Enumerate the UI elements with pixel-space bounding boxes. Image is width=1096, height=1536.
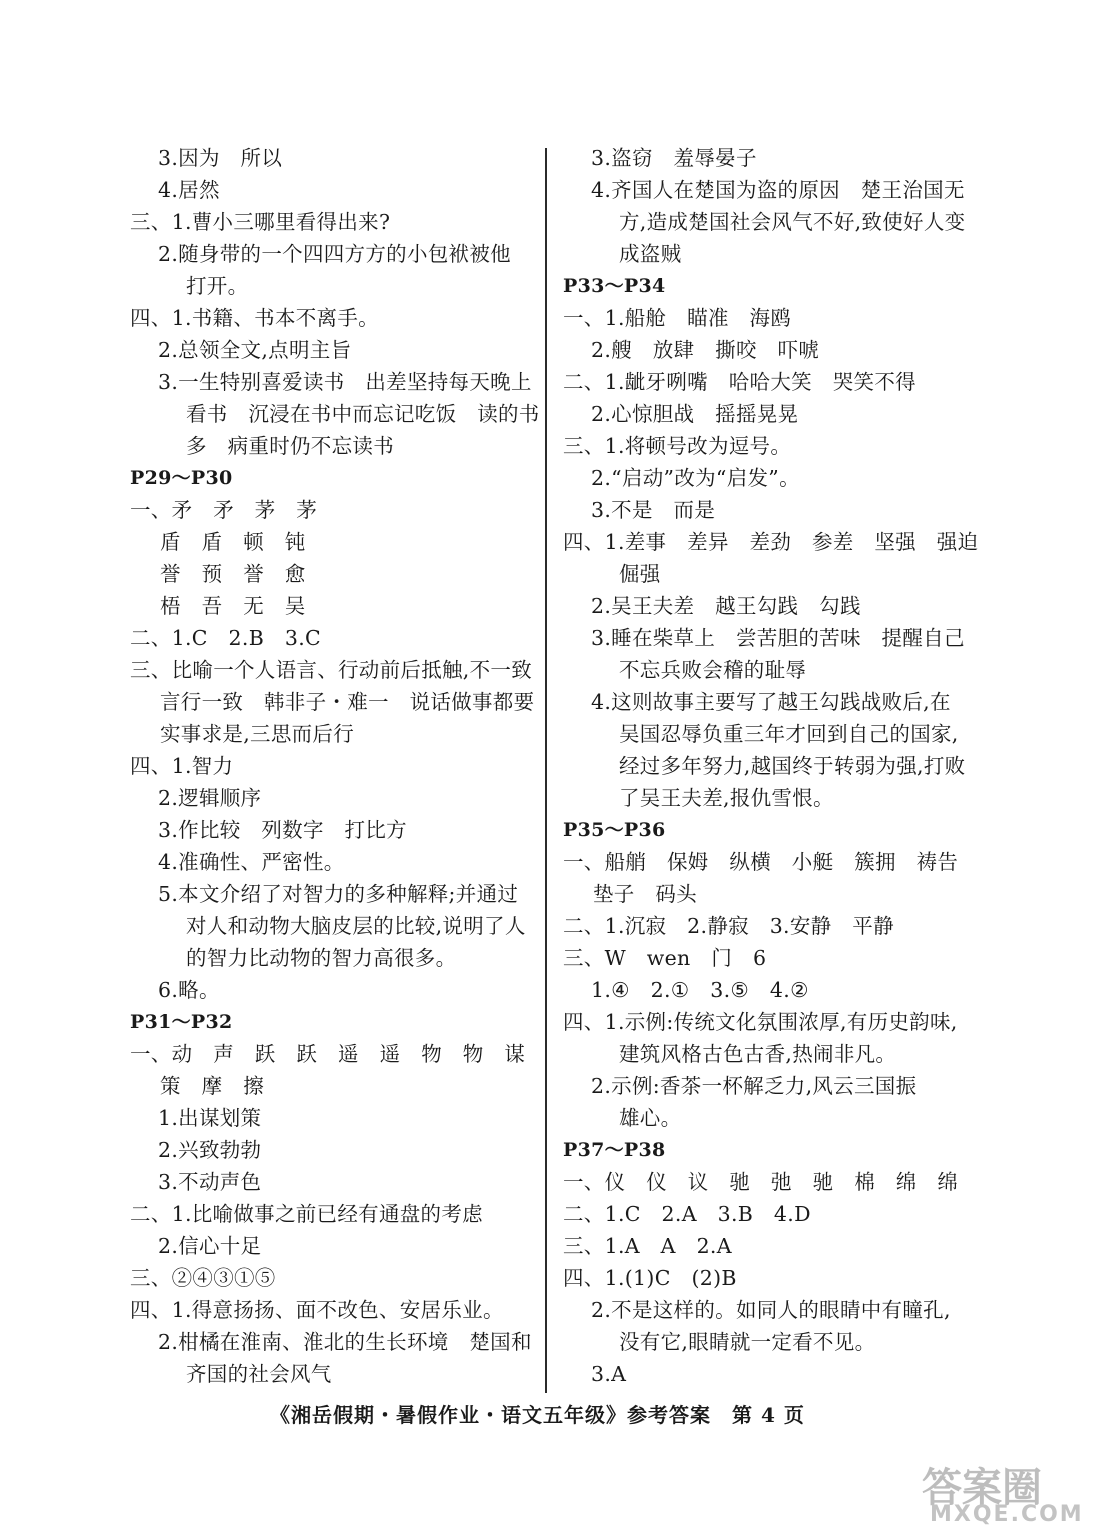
answer-line: 3.睡在柴草上 尝苦胆的苦味 提醒自己 [591,626,965,650]
section-header: P33～P34 [563,275,666,297]
answer-line: 垫子 码头 [593,882,697,906]
answer-line: 二、1.C 2.A 3.B 4.D [563,1202,811,1226]
answer-line: 二、1.C 2.B 3.C [130,626,322,650]
answer-line: 打开。 [186,274,249,298]
answer-line: 2.兴致勃勃 [158,1138,262,1162]
answer-line: 三、1.A A 2.A [563,1234,732,1258]
answer-line: 一、船艄 保姆 纵横 小艇 簇拥 祷告 [563,850,959,874]
answer-line: 2.示例:香茶一杯解乏力,风云三国振 [591,1074,917,1098]
answer-line: 没有它,眼睛就一定看不见。 [619,1330,876,1354]
watermark-logo [922,1456,1092,1532]
answer-line: 2.信心十足 [158,1234,262,1258]
answer-line: 四、1.书籍、书本不离手。 [130,306,379,330]
answer-line: 1.④ 2.① 3.⑤ 4.② [591,978,809,1002]
right-column [563,142,979,1390]
answer-line: 2.吴王夫差 越王勾践 勾践 [591,594,861,618]
answer-line: 2.不是这样的。如同人的眼睛中有瞳孔, [591,1298,951,1322]
section-header: P35～P36 [563,819,666,841]
answer-line: 实事求是,三思而后行 [160,722,355,746]
answer-line: 二、1.比喻做事之前已经有通盘的考虑 [130,1202,483,1226]
watermark-text: 答案圈 [922,1465,1042,1511]
watermark-url: MXQE.COM [930,1502,1084,1527]
answer-line: 三、W wen 门 6 [563,946,767,970]
answer-line: 3.不是 而是 [591,498,716,522]
answer-line: 多 病重时仍不忘读书 [186,434,394,458]
answer-line: 三、②④③①⑤ [130,1266,276,1290]
answer-line: 三、1.曹小三哪里看得出来? [130,210,391,234]
answer-line: 一、1.船舱 瞄准 海鸥 [563,306,792,330]
answer-line: 四、1.差事 差异 差劲 参差 坚强 强迫 [563,530,979,554]
answer-line: 对人和动物大脑皮层的比较,说明了人 [186,914,526,938]
answer-line: 一、动 声 跃 跃 遥 遥 物 物 谋 [130,1042,526,1066]
answer-line: 不忘兵败会稽的耻辱 [619,658,807,682]
column-divider [545,148,547,1393]
answer-line: 经过多年努力,越国终于转弱为强,打败 [619,754,966,778]
answer-line: 吴国忍辱负重三年才回到自己的国家, [619,722,959,746]
answer-line: 的智力比动物的智力高很多。 [186,946,457,970]
answer-line: 2.艘 放肆 撕咬 吓唬 [591,338,820,362]
answer-line: 四、1.示例:传统文化氛围浓厚,有历史韵味, [563,1010,958,1034]
left-column [130,142,540,1390]
answer-line: 二、1.沉寂 2.静寂 3.安静 平静 [563,914,894,938]
answer-line: 看书 沉浸在书中而忘记吃饭 读的书 [186,402,540,426]
answer-line: 2.随身带的一个四四方方的小包袱被他 [158,242,511,266]
answer-line: 4.居然 [158,178,220,202]
answer-line: 四、1.智力 [130,754,234,778]
page-footer: 《湘岳假期・暑假作业・语文五年级》参考答案 第 4 页 [270,1403,805,1427]
answer-line: 盾 盾 顿 钝 [160,530,306,554]
answer-line: 梧 吾 无 吴 [160,594,306,618]
answer-line: 2.心惊胆战 摇摇晃晃 [591,402,799,426]
answer-line: 成盗贼 [619,242,682,266]
answer-line: 建筑风格古色古香,热闹非凡。 [619,1042,897,1066]
answer-line: 四、1.得意扬扬、面不改色、安居乐业。 [130,1298,504,1322]
section-header: P37～P38 [563,1139,666,1161]
answer-line: 四、1.(1)C (2)B [563,1266,737,1290]
answer-line: 三、1.将顿号改为逗号。 [563,434,792,458]
answer-line: 方,造成楚国社会风气不好,致使好人变 [619,210,966,234]
answer-line: 策 摩 擦 [160,1074,264,1098]
answer-line: 3.不动声色 [158,1170,262,1194]
answer-line: 3.作比较 列数字 打比方 [158,818,407,842]
section-header: P29～P30 [130,467,233,489]
answer-line: 5.本文介绍了对智力的多种解释;并通过 [158,882,519,906]
answer-line: 2.总领全文,点明主旨 [158,338,352,362]
answer-line: 3.A [591,1362,627,1386]
answer-line: 一、矛 矛 茅 茅 [130,498,318,522]
answer-line: 齐国的社会风气 [186,1362,332,1386]
answer-line: 1.出谋划策 [158,1106,262,1130]
answer-line: 了吴王夫差,报仇雪恨。 [619,786,834,810]
answer-line: 3.盗窃 羞辱晏子 [591,146,757,170]
answer-line: 2.“启动”改为“启发”。 [591,466,800,490]
answer-line: 2.柑橘在淮南、淮北的生长环境 楚国和 [158,1330,532,1354]
answer-line: 倔强 [619,562,661,586]
answer-line: 二、1.龇牙咧嘴 哈哈大笑 哭笑不得 [563,370,916,394]
answer-line: 4.这则故事主要写了越王勾践战败后,在 [591,690,951,714]
answer-line: 雄心。 [619,1106,682,1130]
answer-line: 6.略。 [158,978,220,1002]
answer-line: 言行一致 韩非子・难一 说话做事都要 [160,690,535,714]
answer-line: 三、比喻一个人语言、行动前后抵触,不一致 [130,658,533,682]
answer-line: 3.因为 所以 [158,146,283,170]
section-header: P31～P32 [130,1011,233,1033]
answer-line: 一、仪 仪 议 驰 弛 驰 棉 绵 绵 [563,1170,959,1194]
answer-line: 3.一生特别喜爱读书 出差坚持每天晚上 [158,370,532,394]
answer-line: 2.逻辑顺序 [158,786,262,810]
answer-line: 誉 预 誉 愈 [160,562,306,586]
answer-line: 4.准确性、严密性。 [158,850,345,874]
answer-line: 4.齐国人在楚国为盗的原因 楚王治国无 [591,178,965,202]
